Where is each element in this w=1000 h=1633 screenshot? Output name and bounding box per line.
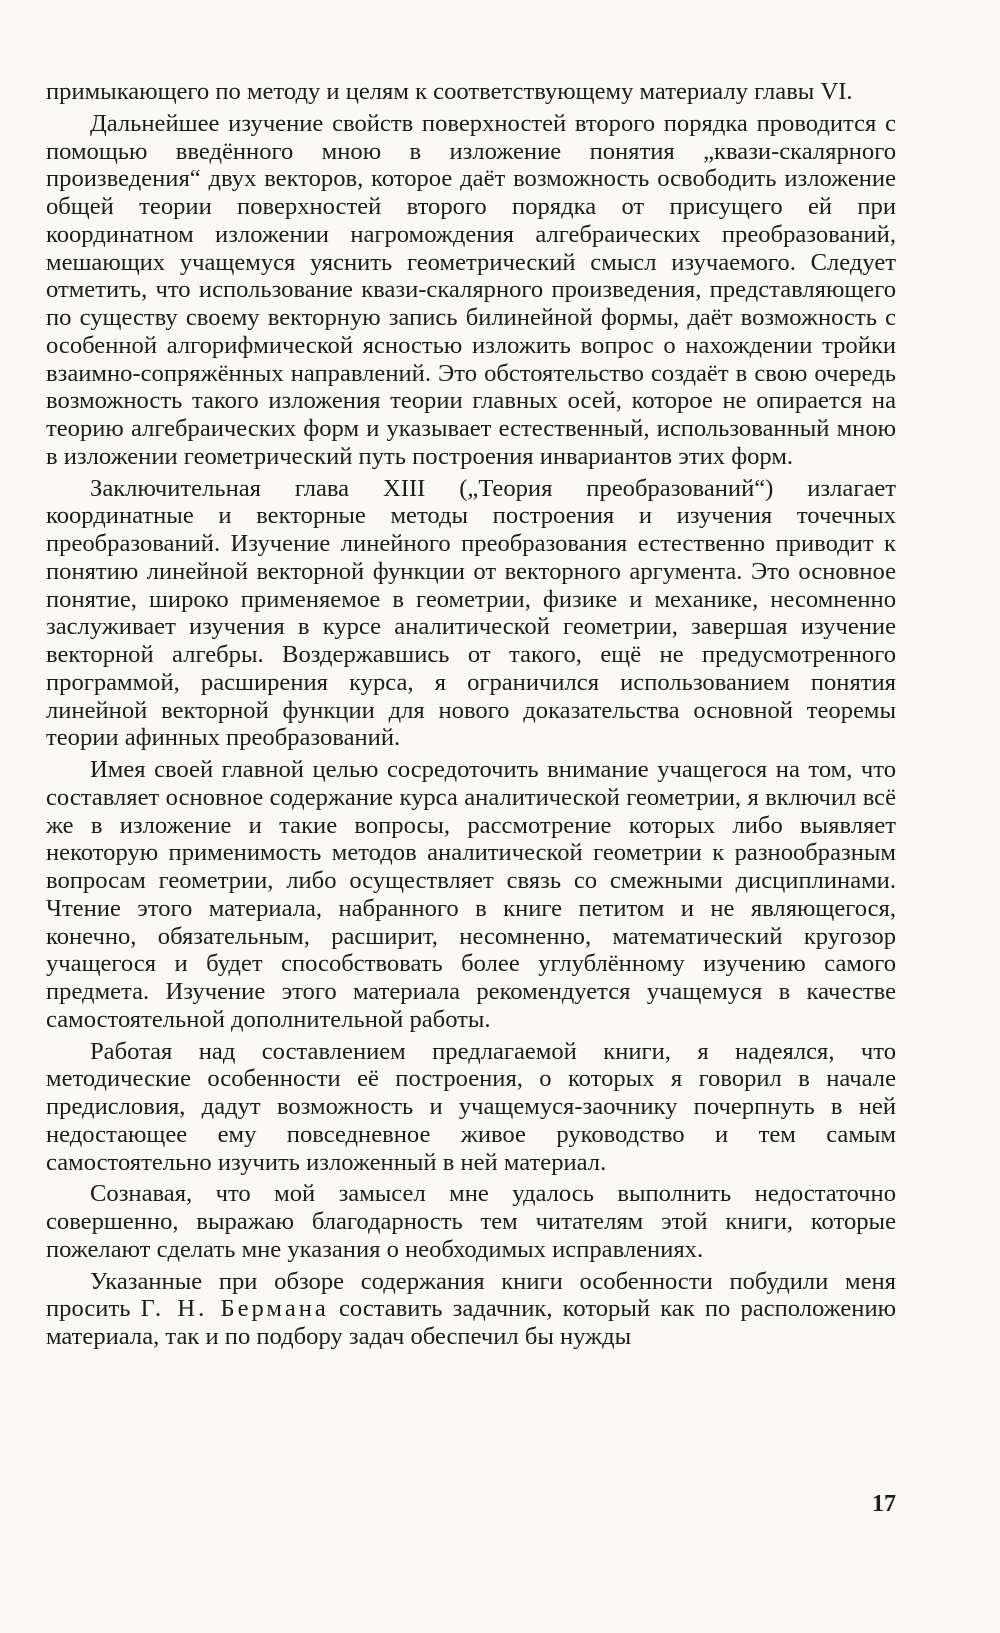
paragraph-additional-material: Имея своей главной целью сосредоточить внимание учащегося на том, что составляет основное содержание курса аналитической геометрии, я включил всё же в изложение и такие вопросы, рассмотрение которых либо выявляет некоторую применимость методов аналитической геометрии к разнообразным вопросам геометрии, либо осуществляет связь со смежными дисциплинами. Чтение этого материала, набранного в книге петитом и не являющегося, конечно, обязательным, расширит, несомненно, математический кругозор учащегося и будет способствовать более углублённому изучению самого предмета. Изучение этого материала рекомендуется учащемуся в качестве самостоятельной дополнительной работы. xyxy=(46,756,896,1033)
author-name-berman: Г. Н. Бермана xyxy=(140,1295,329,1323)
paragraph-quasi-scalar-product: Дальнейшее изучение свойств поверхностей второго порядка проводится с помощью введённого мною в изложение понятия „квази-скалярного произведения“ двух векторов, которое даёт возможность освободить изложение общей теории поверхностей второго порядка от присущего ей при координатном изложении нагромождения алгебраических преобразований, мешающих учащемуся уяснить геометрический смысл изучаемого. Следует отметить, что использование квази-скалярного произведения, представляющего по существу своему векторную запись билинейной формы, даёт возможность с особенной алгорифмической ясностью изложить вопрос о нахождении тройки взаимно-сопряжённых направлений. Это обстоятельство создаёт в свою очередь возможность такого изложения теории главных осей, которое не опирается на теорию алгебраических форм и указывает естественный, использованный мною в изложении геометрический путь построения инвариантов этих форм. xyxy=(46,109,896,470)
paragraph-problem-book-start: Указанные при обзоре содержания книги особенности побудили меня просить xyxy=(46,1267,896,1323)
paragraph-problem-book-end: составить задачник, который как по расположению материала, так и по подбору задач обеспечил бы нужды xyxy=(46,1295,896,1350)
paragraph-gratitude: Сознавая, что мой замысел мне удалось выполнить недостаточно совершенно, выражаю благодарность тем читателям этой книги, которые пожелают сделать мне указания о необходимых исправлениях. xyxy=(46,1180,896,1263)
paragraph-chapter-xiii: Заключительная глава XIII („Теория преобразований“) излагает координатные и векторные методы построения и изучения точечных преобразований. Изучение линейного преобразования естественно приводит к понятию линейной векторной функции от векторного аргумента. Это основное понятие, широко применяемое в геометрии, физике и механике, несомненно заслуживает изучения в курсе аналитической геометрии, завершая изучение векторной алгебры. Воздержавшись от такого, ещё не предусмотренного программой, расширения курса, я ограничился использованием понятия линейной векторной функции для нового доказательства основной теоремы теории афинных преобразований. xyxy=(46,474,896,752)
paragraph-correspondence-student: Работая над составлением предлагаемой книги, я надеялся, что методические особенности её построения, о которых я говорил в начале предисловия, дадут возможность и учащемуся-заочнику почерпнуть в ней недостающее ему повседневное живое руководство и тем самым самостоятельно изучить изложенный в ней материал. xyxy=(46,1037,896,1176)
page-number: 17 xyxy=(872,1491,896,1517)
page-text xyxy=(46,78,896,1351)
paragraph-problem-book xyxy=(46,1268,896,1351)
paragraph-continuation: примыкающего по методу и целям к соответствующему материалу главы VI. xyxy=(46,78,853,105)
